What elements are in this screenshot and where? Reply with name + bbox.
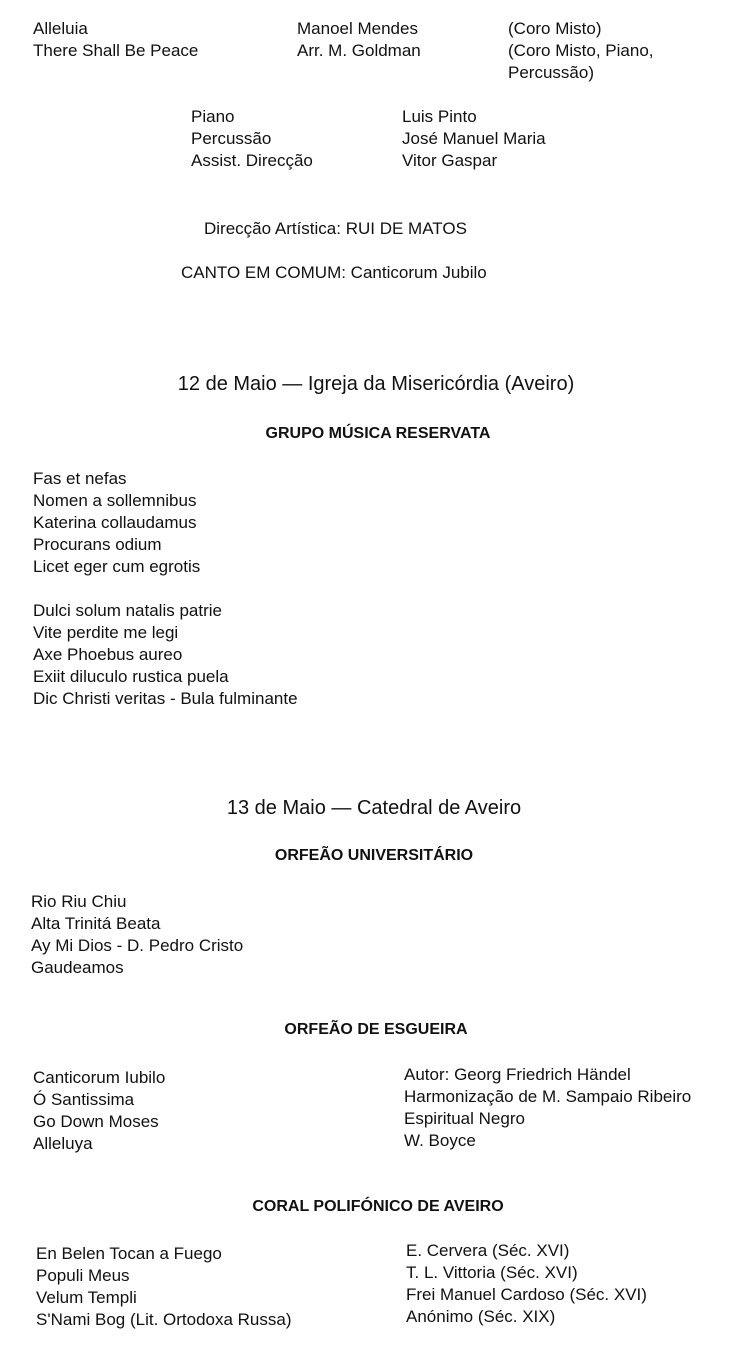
work-title: Ó Santissima	[33, 1090, 135, 1109]
credit-name: Luis Pinto	[402, 107, 477, 126]
work-title: Dulci solum natalis patrie	[33, 601, 222, 620]
work-title: Alleluya	[33, 1134, 93, 1153]
work-author: T. L. Vittoria (Séc. XVI)	[406, 1263, 578, 1282]
orfeao-esgueira-authors	[404, 1064, 691, 1152]
concert-12-group: GRUPO MÚSICA RESERVATA	[265, 425, 491, 442]
work-title: Vite perdite me legi	[33, 623, 179, 642]
work-title: Nomen a sollemnibus	[33, 491, 197, 510]
concert-12-works-a	[33, 468, 200, 578]
work-author: Harmonização de M. Sampaio Ribeiro	[404, 1087, 692, 1106]
work-title: Canticorum Iubilo	[33, 1068, 166, 1087]
credit-role: Assist. Direcção	[191, 151, 313, 170]
work-author: Frei Manuel Cardoso (Séc. XVI)	[406, 1285, 647, 1304]
work-title: Velum Templi	[36, 1288, 137, 1307]
work-title: Exiit diluculo rustica puela	[33, 667, 229, 686]
canto-comum: CANTO EM COMUM: Canticorum Jubilo	[181, 263, 487, 282]
credit-name: Vitor Gaspar	[402, 151, 498, 170]
work-author: Espiritual Negro	[404, 1109, 525, 1128]
orfeao-esgueira-works	[33, 1067, 165, 1155]
credits-roles	[191, 106, 313, 172]
work-composer: Arr. M. Goldman	[297, 41, 421, 60]
credits-names	[402, 106, 546, 172]
work-forces: Percussão)	[508, 63, 594, 82]
work-title: Axe Phoebus aureo	[33, 645, 183, 664]
work-title: There Shall Be Peace	[33, 41, 199, 60]
work-title: Alleluia	[33, 19, 88, 38]
work-forces: (Coro Misto)	[508, 19, 602, 38]
work-title: Dic Christi veritas - Bula fulminante	[33, 689, 298, 708]
work-author: Autor: Georg Friedrich Händel	[404, 1065, 631, 1084]
work-title: Gaudeamos	[31, 958, 124, 977]
credit-role: Percussão	[191, 129, 272, 148]
work-title: Procurans odium	[33, 535, 162, 554]
work-author: W. Boyce	[404, 1131, 476, 1150]
coral-polifonico-works	[36, 1243, 292, 1331]
work-author: Anónimo (Séc. XIX)	[406, 1307, 556, 1326]
group-heading-orfeao-universitario: ORFEÃO UNIVERSITÁRIO	[274, 847, 474, 864]
opening-works-composers	[297, 18, 421, 62]
credit-name: José Manuel Maria	[402, 129, 546, 148]
work-title: Licet eger cum egrotis	[33, 557, 201, 576]
concert-12-works-b	[33, 600, 298, 710]
artistic-direction: Direcção Artística: RUI DE MATOS	[204, 219, 467, 238]
work-title: Ay Mi Dios - D. Pedro Cristo	[31, 936, 244, 955]
coral-polifonico-authors	[406, 1240, 647, 1328]
concert-12-heading: 12 de Maio — Igreja da Misericórdia (Aveiro)	[177, 373, 575, 395]
work-title: En Belen Tocan a Fuego	[36, 1244, 222, 1263]
work-title: Go Down Moses	[33, 1112, 159, 1131]
work-title: S'Nami Bog (Lit. Ortodoxa Russa)	[36, 1310, 292, 1329]
opening-works-forces	[508, 18, 654, 84]
group-heading-coral-polifonico: CORAL POLIFÓNICO DE AVEIRO	[252, 1198, 504, 1215]
work-title: Katerina collaudamus	[33, 513, 197, 532]
group-heading-orfeao-esgueira: ORFEÃO DE ESGUEIRA	[284, 1021, 468, 1038]
work-forces: (Coro Misto, Piano,	[508, 41, 654, 60]
credit-role: Piano	[191, 107, 235, 126]
concert-13-heading: 13 de Maio — Catedral de Aveiro	[226, 797, 522, 819]
work-composer: Manoel Mendes	[297, 19, 418, 38]
orfeao-universitario-works	[31, 891, 243, 979]
work-title: Rio Riu Chiu	[31, 892, 127, 911]
work-title: Alta Trinitá Beata	[31, 914, 161, 933]
work-title: Fas et nefas	[33, 469, 127, 488]
opening-works-titles	[33, 18, 198, 62]
work-author: E. Cervera (Séc. XVI)	[406, 1241, 570, 1260]
work-title: Populi Meus	[36, 1266, 130, 1285]
